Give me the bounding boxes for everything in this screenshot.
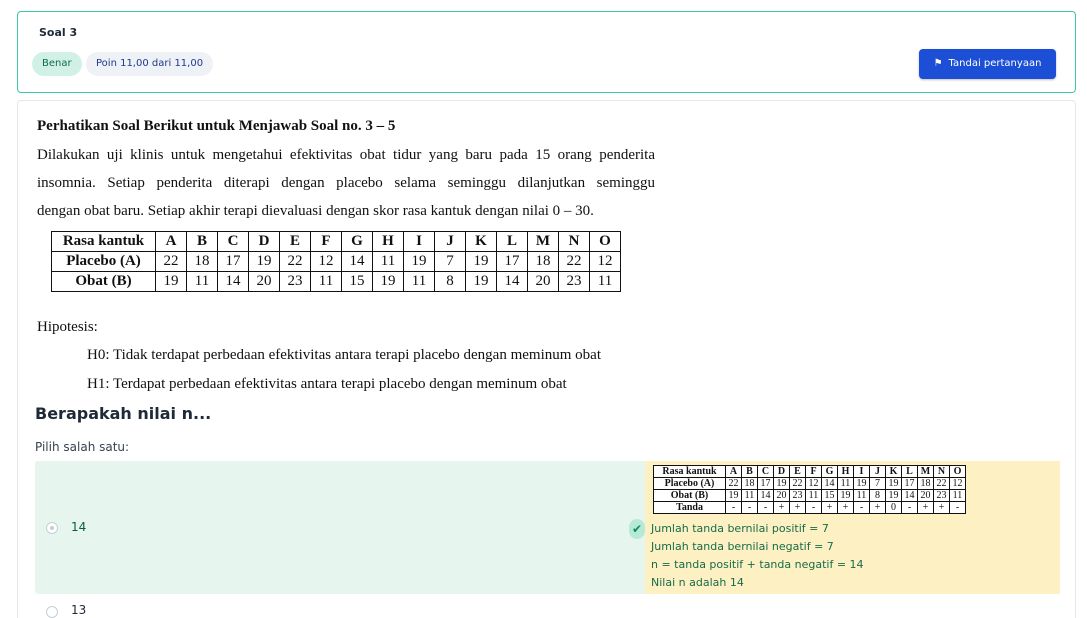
data-table-cell: E xyxy=(280,232,311,252)
data-table-cell: 20 xyxy=(249,272,280,292)
question-text-line-2: insomnia. Setiap penderita diterapi dengan placebo selama seminggu dilanjutkan seminggu xyxy=(37,175,655,191)
data-table-cell: K xyxy=(466,232,497,252)
feedback-table-cell: 15 xyxy=(822,490,838,502)
feedback-table-cell: 22 xyxy=(726,478,742,490)
hypothesis-label: Hipotesis: xyxy=(37,319,98,335)
feedback-line-2: Jumlah tanda bernilai negatif = 7 xyxy=(651,540,834,553)
flag-question-button[interactable] xyxy=(919,49,1056,79)
hypothesis-h0: H0: Tidak terdapat perbedaan efektivitas antara terapi placebo dengan meminum obat xyxy=(87,347,601,363)
feedback-table-cell: - xyxy=(742,502,758,514)
data-table-cell: 15 xyxy=(342,272,373,292)
data-table-cell: H xyxy=(373,232,404,252)
data-table-cell: 14 xyxy=(218,272,249,292)
question-content xyxy=(17,100,1076,618)
data-table-row-header: Placebo (A) xyxy=(52,252,156,272)
feedback-table xyxy=(653,465,966,514)
feedback-line-3: n = tanda positif + tanda negatif = 14 xyxy=(651,558,864,571)
feedback-table-cell: 20 xyxy=(774,490,790,502)
feedback-table-cell: F xyxy=(806,466,822,478)
feedback-table-cell: M xyxy=(918,466,934,478)
data-table-cell: 11 xyxy=(373,252,404,272)
answer-radio[interactable] xyxy=(46,606,58,618)
feedback-table-cell: J xyxy=(870,466,886,478)
feedback-table-cell: - xyxy=(902,502,918,514)
feedback-table-cell: L xyxy=(902,466,918,478)
feedback-table-cell: N xyxy=(934,466,950,478)
data-table-cell: L xyxy=(497,232,528,252)
feedback-table-cell: 22 xyxy=(790,478,806,490)
feedback-table-cell: 17 xyxy=(758,478,774,490)
data-table-cell: M xyxy=(528,232,559,252)
feedback-table-cell: 19 xyxy=(886,478,902,490)
data-table-row-header: Obat (B) xyxy=(52,272,156,292)
feedback-table-cell: + xyxy=(918,502,934,514)
data-table-cell: J xyxy=(435,232,466,252)
feedback-table-cell: 19 xyxy=(726,490,742,502)
feedback-table-cell: K xyxy=(886,466,902,478)
answer-option-correct[interactable] xyxy=(35,461,1060,594)
feedback-table-cell: 7 xyxy=(870,478,886,490)
data-table-cell: 8 xyxy=(435,272,466,292)
flag-icon: ⚑ xyxy=(933,58,943,69)
flag-button-label: Tandai pertanyaan xyxy=(948,58,1042,69)
data-table-cell: 11 xyxy=(590,272,621,292)
feedback-table-cell: 23 xyxy=(790,490,806,502)
feedback-table-cell: 19 xyxy=(838,490,854,502)
feedback-table-cell: + xyxy=(774,502,790,514)
feedback-table-cell: 19 xyxy=(886,490,902,502)
feedback-table-row xyxy=(654,466,966,478)
feedback-table-row-header: Obat (B) xyxy=(654,490,726,502)
feedback-table-cell: - xyxy=(806,502,822,514)
feedback-table-cell: 19 xyxy=(854,478,870,490)
data-table-cell: 11 xyxy=(187,272,218,292)
feedback-table-row-header: Placebo (A) xyxy=(654,478,726,490)
feedback-table-cell: 18 xyxy=(918,478,934,490)
data-table-cell: F xyxy=(311,232,342,252)
feedback-table-cell: + xyxy=(934,502,950,514)
feedback-table-cell: I xyxy=(854,466,870,478)
feedback-table-cell: O xyxy=(950,466,966,478)
data-table-cell: 12 xyxy=(311,252,342,272)
data-table-cell: 19 xyxy=(466,252,497,272)
feedback-line-4: Nilai n adalah 14 xyxy=(651,576,744,589)
feedback-table-cell: 14 xyxy=(758,490,774,502)
feedback-table-cell: + xyxy=(822,502,838,514)
feedback-table-cell: 11 xyxy=(838,478,854,490)
data-table-cell: 7 xyxy=(435,252,466,272)
feedback-table-cell: C xyxy=(758,466,774,478)
data-table-cell: 22 xyxy=(156,252,187,272)
feedback-table-row-header: Rasa kantuk xyxy=(654,466,726,478)
feedback-table-cell: 14 xyxy=(902,490,918,502)
feedback-table-row xyxy=(654,502,966,514)
feedback-table-cell: A xyxy=(726,466,742,478)
data-table-cell: 19 xyxy=(156,272,187,292)
data-table xyxy=(51,231,621,292)
feedback-table-cell: 17 xyxy=(902,478,918,490)
data-table-row xyxy=(52,232,621,252)
feedback-table-cell: - xyxy=(854,502,870,514)
feedback-table-cell: E xyxy=(790,466,806,478)
data-table-cell: A xyxy=(156,232,187,252)
feedback-table-cell: 14 xyxy=(822,478,838,490)
feedback-table-cell: G xyxy=(822,466,838,478)
answer-option-label[interactable]: 13 xyxy=(71,603,87,617)
feedback-table-cell: 11 xyxy=(806,490,822,502)
feedback-table-cell: 11 xyxy=(742,490,758,502)
data-table-cell: 19 xyxy=(249,252,280,272)
data-table-cell: 14 xyxy=(497,272,528,292)
feedback-table-cell: + xyxy=(838,502,854,514)
question-text-line-3: dengan obat baru. Setiap akhir terapi dievaluasi dengan skor rasa kantuk dengan nilai 0 – 30. xyxy=(37,203,594,219)
question-prompt: Berapakah nilai n... xyxy=(35,404,212,423)
data-table-cell: 17 xyxy=(218,252,249,272)
data-table-cell: 19 xyxy=(404,252,435,272)
feedback-table-cell: - xyxy=(950,502,966,514)
feedback-table-row xyxy=(654,490,966,502)
question-text-line-1: Dilakukan uji klinis untuk mengetahui efektivitas obat tidur yang baru pada 15 orang penderita xyxy=(37,147,655,163)
feedback-table-cell: 18 xyxy=(742,478,758,490)
feedback-table-cell: 19 xyxy=(774,478,790,490)
data-table-cell: 11 xyxy=(404,272,435,292)
feedback-table-cell: D xyxy=(774,466,790,478)
data-table-cell: 11 xyxy=(311,272,342,292)
data-table-cell: 17 xyxy=(497,252,528,272)
data-table-cell: 22 xyxy=(280,252,311,272)
data-table-cell: 22 xyxy=(559,252,590,272)
data-table-cell: D xyxy=(249,232,280,252)
data-table-row xyxy=(52,272,621,292)
data-table-cell: C xyxy=(218,232,249,252)
data-table-cell: G xyxy=(342,232,373,252)
data-table-cell: 19 xyxy=(373,272,404,292)
feedback-table-cell: 11 xyxy=(854,490,870,502)
feedback-table-cell: 11 xyxy=(950,490,966,502)
answer-feedback xyxy=(645,461,1060,594)
feedback-table-cell: 22 xyxy=(934,478,950,490)
data-table-cell: 20 xyxy=(528,272,559,292)
feedback-table-cell: 23 xyxy=(934,490,950,502)
question-heading: Perhatikan Soal Berikut untuk Menjawab Soal no. 3 – 5 xyxy=(37,118,396,134)
data-table-row xyxy=(52,252,621,272)
feedback-line-1: Jumlah tanda bernilai positif = 7 xyxy=(651,522,829,535)
data-table-cell: 23 xyxy=(559,272,590,292)
data-table-cell: 18 xyxy=(528,252,559,272)
question-number: Soal 3 xyxy=(39,26,78,39)
feedback-table-cell: H xyxy=(838,466,854,478)
check-icon: ✔ xyxy=(629,519,645,539)
data-table-cell: 18 xyxy=(187,252,218,272)
status-badge: Benar xyxy=(32,52,82,76)
data-table-row-header: Rasa kantuk xyxy=(52,232,156,252)
data-table-cell: 23 xyxy=(280,272,311,292)
feedback-table-cell: 20 xyxy=(918,490,934,502)
data-table-cell: 12 xyxy=(590,252,621,272)
feedback-table-cell: 12 xyxy=(806,478,822,490)
feedback-table-cell: 0 xyxy=(886,502,902,514)
feedback-table-cell: + xyxy=(870,502,886,514)
feedback-table-cell: - xyxy=(758,502,774,514)
answer-radio-selected[interactable] xyxy=(46,522,58,534)
feedback-table-cell: B xyxy=(742,466,758,478)
answer-option-label: 14 xyxy=(71,520,87,534)
feedback-table-cell: - xyxy=(726,502,742,514)
hypothesis-h1: H1: Terdapat perbedaan efektivitas antara terapi placebo dengan meminum obat xyxy=(87,376,567,392)
feedback-table-cell: 8 xyxy=(870,490,886,502)
data-table-cell: N xyxy=(559,232,590,252)
feedback-table-row-header: Tanda xyxy=(654,502,726,514)
data-table-cell: 19 xyxy=(466,272,497,292)
data-table-cell: B xyxy=(187,232,218,252)
data-table-cell: O xyxy=(590,232,621,252)
question-info-panel xyxy=(17,11,1076,93)
data-table-cell: 14 xyxy=(342,252,373,272)
feedback-table-cell: 12 xyxy=(950,478,966,490)
points-badge: Poin 11,00 dari 11,00 xyxy=(86,52,213,76)
data-table-cell: I xyxy=(404,232,435,252)
feedback-table-cell: + xyxy=(790,502,806,514)
choose-instruction: Pilih salah satu: xyxy=(35,440,130,454)
feedback-table-row xyxy=(654,478,966,490)
